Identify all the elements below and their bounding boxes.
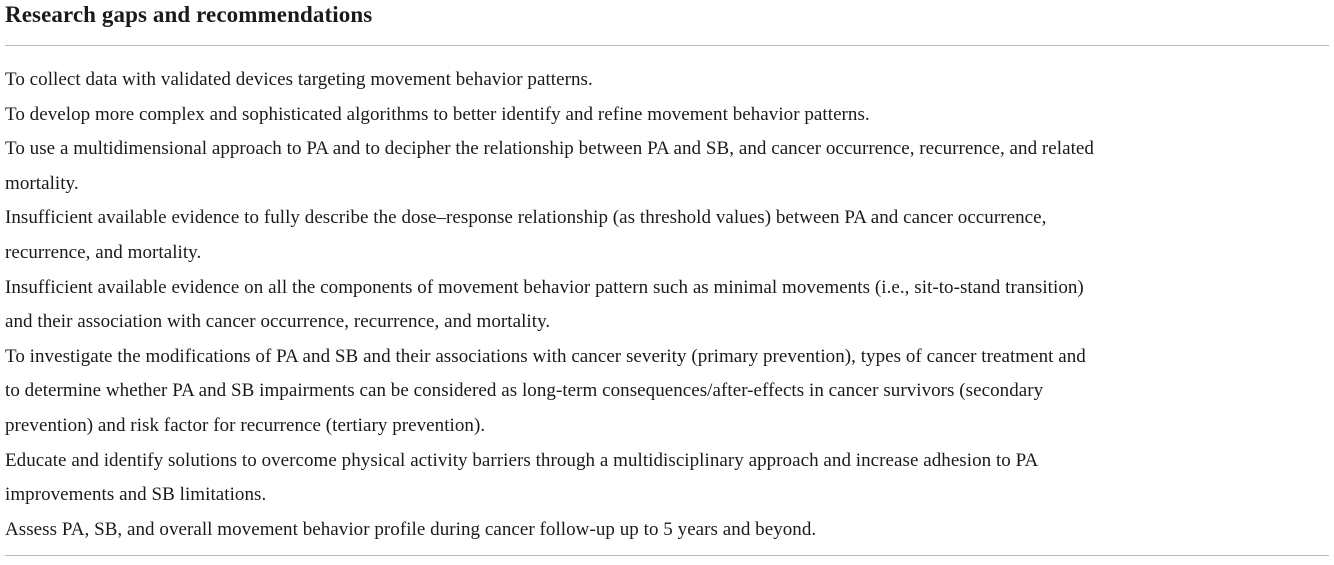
table-header	[5, 0, 1329, 46]
table-row: To use a multidimensional approach to PA and to decipher the relationship between PA and SB, and cancer occurrence, recurrence, and related mortality.	[5, 138, 1094, 194]
table-row: To develop more complex and sophisticated algorithms to better identify and refine movement behavior patterns.	[5, 103, 870, 125]
table-row: Assess PA, SB, and overall movement behavior profile during cancer follow-up up to 5 years and beyond.	[5, 518, 817, 540]
table-header-title: Research gaps and recommendations	[5, 2, 373, 27]
table-row: To collect data with validated devices targeting movement behavior patterns.	[5, 69, 593, 90]
table-row: To investigate the modifications of PA and SB and their associations with cancer severity (primary prevention), types of cancer treatment and to determine whether PA and SB impairments can be considered as long-term consequences/after-effects in cancer survivors (secondary prevention) and risk factor for recurrence (tertiary prevention).	[5, 345, 1086, 436]
table-row: Insufficient available evidence on all the components of movement behavior pattern such as minimal movements (i.e., sit-to-stand transition) and their association with cancer occurrence, recurrence, and mortality.	[5, 276, 1084, 333]
table-row: Educate and identify solutions to overcome physical activity barriers through a multidisciplinary approach and increase adhesion to PA improvements and SB limitations.	[5, 449, 1038, 506]
table-row: Insufficient available evidence to fully describe the dose–response relationship (as threshold values) between PA and cancer occurrence, recurrence, and mortality.	[5, 207, 1047, 263]
recommendations-table	[5, 0, 1329, 556]
table-body	[5, 46, 1329, 556]
